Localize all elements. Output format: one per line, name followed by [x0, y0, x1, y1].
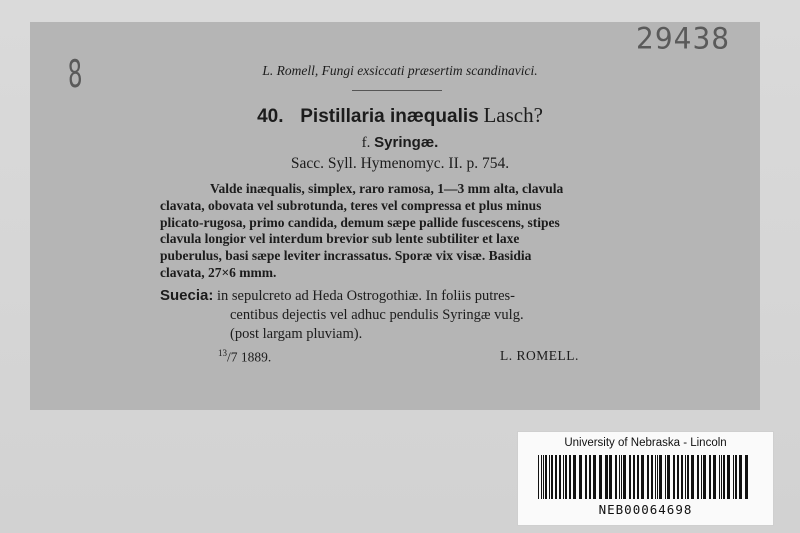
taxon-name: Pistillaria inæqualis	[300, 106, 479, 127]
barcode-bar	[655, 455, 656, 499]
barcode-bar	[593, 455, 596, 499]
barcode-bar	[555, 455, 557, 499]
barcode-bar	[719, 455, 720, 499]
barcode-bar	[609, 455, 612, 499]
date-rest: /7 1889.	[227, 349, 272, 365]
barcode-bar	[615, 455, 617, 499]
barcode-bar	[573, 455, 576, 499]
barcode-bar	[545, 455, 547, 499]
barcode-bar	[703, 455, 706, 499]
locality-line: centibus dejectis vel adhuc pendulis Syringæ vulg.	[230, 307, 524, 323]
taxon-author: Lasch?	[483, 103, 543, 127]
barcode-bar	[605, 455, 608, 499]
date-day: 13	[218, 348, 227, 358]
barcode-bar	[691, 455, 694, 499]
barcode-bar	[739, 455, 742, 499]
barcode-bars	[538, 455, 753, 499]
taxon-title	[0, 103, 800, 128]
description-line: Valde inæqualis, simplex, raro ramosa, 1—3 mm alta, clavula	[210, 181, 564, 196]
barcode-bar	[681, 455, 683, 499]
barcode-bar	[735, 455, 737, 499]
barcode-bar	[659, 455, 662, 499]
description-line: clavata, 27×6 mmm.	[160, 264, 277, 280]
barcode-number: NEB00064698	[598, 502, 693, 517]
barcode-bar	[551, 455, 553, 499]
barcode-bar	[727, 455, 730, 499]
barcode-bar	[647, 455, 649, 499]
header-rule	[352, 90, 442, 91]
barcode-bar	[599, 455, 602, 499]
barcode-bar	[629, 455, 631, 499]
forma-name: Syringæ.	[374, 134, 439, 151]
locality-text: in sepulcreto ad Heda Ostrogothiæ. In foliis putres-	[216, 288, 515, 304]
barcode-bar	[563, 455, 564, 499]
barcode-bar	[569, 455, 571, 499]
accession-number: 29438	[636, 21, 731, 56]
barcode-bar	[687, 455, 689, 499]
collection-date	[218, 348, 271, 366]
barcode-bar	[565, 455, 567, 499]
barcode-bar	[667, 455, 670, 499]
locality	[160, 286, 640, 344]
barcode-bar	[733, 455, 734, 499]
forma-line	[0, 134, 800, 152]
locality-line	[160, 286, 640, 306]
description	[160, 181, 626, 282]
barcode-bar	[641, 455, 644, 499]
barcode-bar	[559, 455, 561, 499]
barcode-bar	[685, 455, 686, 499]
collector-name: L. ROMELL.	[500, 348, 579, 363]
barcode-bar	[623, 455, 626, 499]
barcode-label	[517, 431, 774, 526]
locality-key: Suecia:	[160, 287, 214, 304]
barcode-bar	[633, 455, 635, 499]
institution-name: University of Nebraska - Lincoln	[564, 437, 727, 449]
barcode-bar	[651, 455, 653, 499]
barcode-bar	[657, 455, 658, 499]
barcode-bar	[709, 455, 711, 499]
barcode-bar	[543, 455, 544, 499]
barcode-bar	[637, 455, 639, 499]
description-line: puberulus, basi sæpe leviter incrassatus. Sporæ vix visæ. Basidia	[160, 248, 532, 264]
barcode-bar	[621, 455, 622, 499]
barcode-bar	[697, 455, 699, 499]
description-line: clavata, obovata vel subrotunda, teres vel compressa et plus minus	[160, 197, 542, 213]
barcode-bar	[541, 455, 542, 499]
series-header: L. Romell, Fungi exsiccati præsertim scandinavici.	[262, 63, 538, 78]
literature-reference: Sacc. Syll. Hymenomyc. II. p. 754.	[290, 155, 510, 172]
barcode-bar	[589, 455, 591, 499]
barcode-bar	[723, 455, 725, 499]
barcode-bar	[619, 455, 620, 499]
barcode-bar	[713, 455, 716, 499]
barcode-bar	[677, 455, 679, 499]
description-line: plicato-rugosa, primo candida, demum sæpe pallide fuscescens, stipes	[160, 214, 560, 230]
barcode-bar	[579, 455, 582, 499]
locality-line: (post largam pluviam).	[230, 326, 363, 342]
description-line: clavula longior vel interdum brevior sub lente subtiliter et laxe	[160, 231, 520, 247]
barcode-bar	[549, 455, 550, 499]
barcode-bar	[701, 455, 702, 499]
barcode-bar	[538, 455, 539, 499]
barcode-bar	[745, 455, 748, 499]
barcode-bar	[673, 455, 675, 499]
barcode-bar	[721, 455, 722, 499]
barcode-bar	[665, 455, 666, 499]
barcode-bar	[585, 455, 587, 499]
exsiccata-number: 40.	[257, 106, 284, 127]
forma-prefix: f.	[361, 135, 371, 151]
handwritten-mark: 8	[66, 51, 84, 97]
